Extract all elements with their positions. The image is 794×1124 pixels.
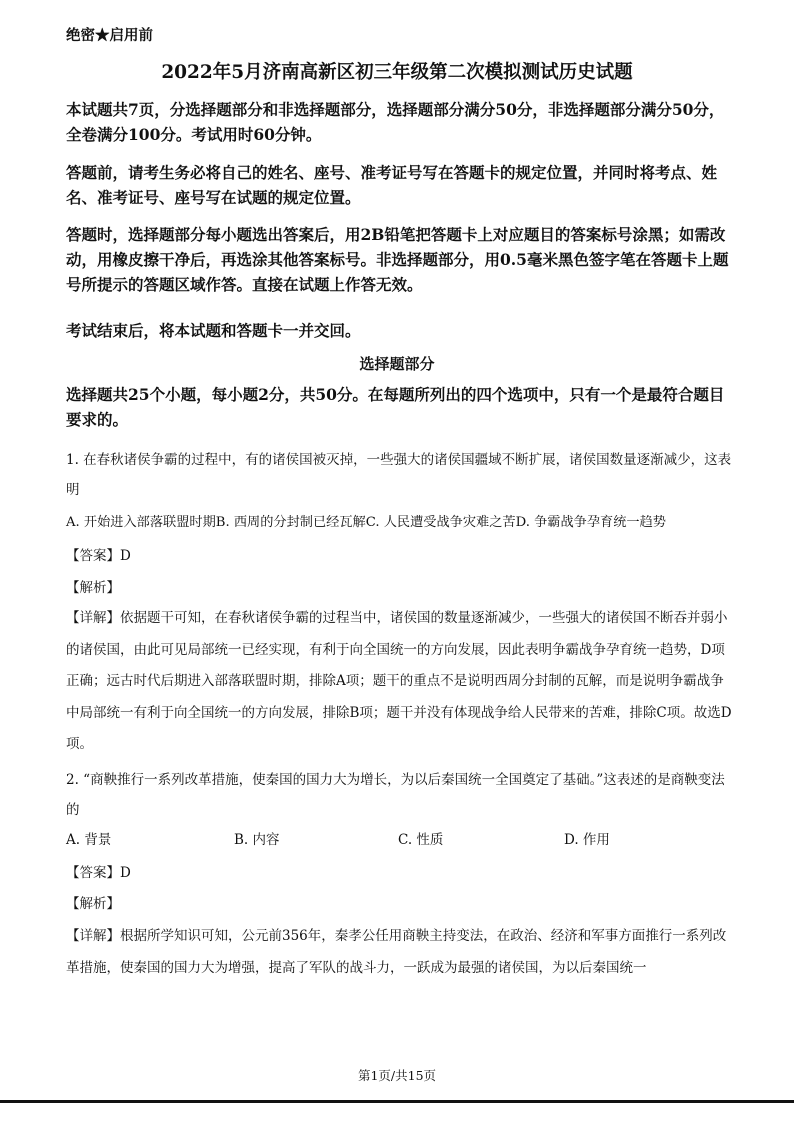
question-2-option-b: B. 内容 [234, 832, 280, 848]
question-2-stem: 2. “商鞅推行一系列改革措施，使秦国的国力大为增长，为以后秦国统一全国奠定了基础。”这表述的是商鞅变法的 [66, 772, 725, 818]
question-1-detail: 【详解】依据题干可知，在春秋诸侯争霸的过程当中，诸侯国的数量逐渐减少，一些强大的诸侯国不断吞并弱小的诸侯国，由此可见局部统一已经实现，有利于向全国统一的方向发展，因此表明争霸战争孕育统一趋势，D项正确；远古时代后期进入部落联盟时期，排除A项；题干的重点不是说明西周分封制的瓦解，而是说明争霸战争中局部统一有利于向全国统一的方向发展，排除B项；题干并没有体现战争给人民带来的苦难，排除C项。故选D项。 [66, 610, 732, 752]
instruction-2: 答题前，请考生务必将自己的姓名、座号、准考证号写在答题卡的规定位置，并同时将考点、姓名、准考证号、座号写在试题的规定位置。 [66, 163, 718, 207]
page-footer: 第1页/共15页 [357, 1068, 437, 1083]
section-intro: 选择题共25个小题，每小题2分，共50分。在每题所列出的四个选项中，只有一个是最符合题目要求的。 [66, 385, 725, 429]
instruction-3: 答题时，选择题部分每小题选出答案后，用2B铅笔把答题卡上对应题目的答案标号涂黑；如需改动，用橡皮擦干净后，再选涂其他答案标号。非选择题部分，用0.5毫米黑色签字笔在答题卡上题号所提示的答题区域作答。直接在试题上作答无效。 [66, 225, 729, 294]
question-2-option-c: C. 性质 [398, 832, 444, 848]
question-1-options: A. 开始进入部落联盟时期B. 西周的分封制已经瓦解C. 人民遭受战争灾难之苦D. 争霸战争孕育统一趋势 [66, 515, 666, 530]
question-1-answer: 【答案】D [66, 548, 131, 564]
question-2-detail: 【详解】根据所学知识可知，公元前356年，秦孝公任用商鞅主持变法，在政治、经济和军事方面推行一系列改革措施，使秦国的国力大为增强，提高了军队的战斗力，一跃成为最强的诸侯国，为以后秦国统一 [66, 928, 727, 976]
page-title: 2022年5月济南高新区初三年级第二次模拟测试历史试题 [161, 62, 633, 83]
question-2-option-a: A. 背景 [66, 832, 112, 848]
question-2-analysis-label: 【解析】 [66, 896, 120, 912]
instruction-1: 本试题共7页，分选择题部分和非选择题部分，选择题部分满分50分，非选择题部分满分50分，全卷满分100分。考试用时60分钟。 [66, 100, 725, 144]
question-1-stem: 1. 在春秋诸侯争霸的过程中，有的诸侯国被灭掉，一些强大的诸侯国疆域不断扩展，诸侯国数量逐渐减少，这表明 [66, 452, 732, 498]
bottom-rule [0, 1100, 794, 1103]
question-1-analysis-label: 【解析】 [66, 580, 120, 596]
section-title: 选择题部分 [359, 355, 435, 373]
question-2-option-d: D. 作用 [564, 832, 610, 848]
question-2-answer: 【答案】D [66, 865, 131, 881]
confidential-label: 绝密★启用前 [66, 27, 153, 44]
instruction-4: 考试结束后，将本试题和答题卡一并交回。 [66, 321, 361, 340]
